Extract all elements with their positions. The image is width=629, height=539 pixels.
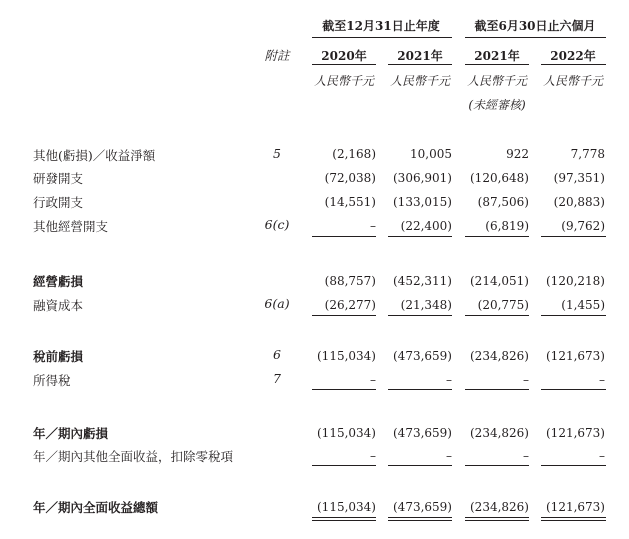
- unit-label-1: 人民幣千元: [313, 74, 374, 88]
- cell-value: (26,277): [324, 298, 376, 312]
- cell-value: –: [446, 373, 452, 387]
- subtotal-rule: [388, 315, 452, 316]
- year-rule-4: [541, 64, 606, 65]
- cell-value: (121,673): [546, 426, 605, 440]
- row-label-other-gains: 其他(虧損)／收益淨額: [33, 148, 156, 163]
- year-label-2020: 2020年: [321, 49, 367, 63]
- year-label-2021-annual: 2021年: [397, 49, 443, 63]
- row-note: 5: [273, 146, 281, 161]
- cell-value: (9,762): [561, 219, 605, 233]
- row-label-admin-expenses: 行政開支: [33, 195, 84, 210]
- cell-value: (87,506): [477, 195, 529, 209]
- row-label-other-comprehensive-income: 年／期內其他全面收益，扣除零稅項: [33, 449, 234, 464]
- cell-value: 10,005: [410, 147, 452, 161]
- year-label-2021-interim: 2021年: [474, 49, 520, 63]
- cell-value: (115,034): [317, 349, 376, 363]
- cell-value: (473,659): [393, 500, 452, 514]
- cell-value: (6,819): [485, 219, 529, 233]
- cell-value: (20,883): [553, 195, 605, 209]
- cell-value: (20,775): [477, 298, 529, 312]
- row-label-operating-loss: 經營虧損: [33, 274, 84, 289]
- subtotal-rule: [541, 315, 606, 316]
- cell-value: –: [370, 219, 376, 233]
- subtotal-rule: [465, 315, 529, 316]
- cell-value: (1,455): [561, 298, 605, 312]
- subtotal-rule: [465, 236, 529, 237]
- cell-value: (234,826): [470, 349, 529, 363]
- cell-value: (473,659): [393, 349, 452, 363]
- cell-value: (306,901): [393, 171, 452, 185]
- year-rule-1: [312, 64, 376, 65]
- cell-value: –: [370, 373, 376, 387]
- cell-value: –: [370, 449, 376, 463]
- row-label-loss-before-tax: 稅前虧損: [33, 349, 84, 364]
- row-label-finance-costs: 融資成本: [33, 298, 84, 313]
- cell-value: (72,038): [324, 171, 376, 185]
- subtotal-rule: [541, 465, 606, 466]
- total-double-rule: [465, 517, 529, 521]
- cell-value: (234,826): [470, 500, 529, 514]
- period-group-annual: 截至12月31日止年度: [322, 19, 440, 33]
- subtotal-rule: [388, 389, 452, 390]
- cell-value: (2,168): [332, 147, 376, 161]
- subtotal-rule: [312, 465, 376, 466]
- subtotal-rule: [388, 236, 452, 237]
- unit-label-2: 人民幣千元: [389, 74, 450, 88]
- unit-label-3: 人民幣千元: [466, 74, 527, 88]
- subtotal-rule: [465, 465, 529, 466]
- cell-value: –: [599, 373, 605, 387]
- cell-value: (214,051): [470, 274, 529, 288]
- cell-value: (88,757): [324, 274, 376, 288]
- cell-value: (120,218): [546, 274, 605, 288]
- subtotal-rule: [388, 465, 452, 466]
- cell-value: –: [599, 449, 605, 463]
- cell-value: (21,348): [400, 298, 452, 312]
- cell-value: 922: [506, 147, 529, 161]
- cell-value: (473,659): [393, 426, 452, 440]
- total-double-rule: [541, 517, 606, 521]
- row-label-total-comprehensive-loss: 年／期內全面收益總額: [33, 500, 159, 515]
- subtotal-rule: [541, 389, 606, 390]
- header-rule-interim: [465, 37, 606, 38]
- total-double-rule: [312, 517, 376, 521]
- cell-value: (115,034): [317, 500, 376, 514]
- subtotal-rule: [465, 389, 529, 390]
- period-group-interim: 截至6月30日止六個月: [474, 19, 596, 33]
- year-rule-3: [465, 64, 529, 65]
- cell-value: –: [446, 449, 452, 463]
- cell-value: (452,311): [393, 274, 452, 288]
- row-label-loss-for-period: 年／期內虧損: [33, 426, 109, 441]
- cell-value: (115,034): [317, 426, 376, 440]
- subtotal-rule: [312, 236, 376, 237]
- cell-value: (234,826): [470, 426, 529, 440]
- row-note: 6: [273, 347, 281, 362]
- total-double-rule: [388, 517, 452, 521]
- row-label-other-operating-expenses: 其他經營開支: [33, 219, 109, 234]
- cell-value: (121,673): [546, 500, 605, 514]
- row-note: 6(c): [264, 217, 290, 232]
- year-rule-2: [388, 64, 452, 65]
- cell-value: (133,015): [393, 195, 452, 209]
- cell-value: (97,351): [553, 171, 605, 185]
- header-rule-annual: [312, 37, 452, 38]
- cell-value: –: [523, 449, 529, 463]
- row-label-income-tax: 所得稅: [33, 373, 71, 388]
- cell-value: (14,551): [324, 195, 376, 209]
- cell-value: –: [523, 373, 529, 387]
- row-label-rd-expenses: 研發開支: [33, 171, 84, 186]
- cell-value: (121,673): [546, 349, 605, 363]
- cell-value: (120,648): [470, 171, 529, 185]
- unaudited-label: (未經審核): [468, 98, 526, 112]
- row-note: 7: [273, 371, 281, 386]
- subtotal-rule: [312, 315, 376, 316]
- subtotal-rule: [312, 389, 376, 390]
- year-label-2022: 2022年: [550, 49, 596, 63]
- cell-value: (22,400): [400, 219, 452, 233]
- unit-label-4: 人民幣千元: [542, 74, 603, 88]
- cell-value: 7,778: [570, 147, 605, 161]
- subtotal-rule: [541, 236, 606, 237]
- note-column-header: 附註: [264, 48, 290, 63]
- row-note: 6(a): [264, 296, 290, 311]
